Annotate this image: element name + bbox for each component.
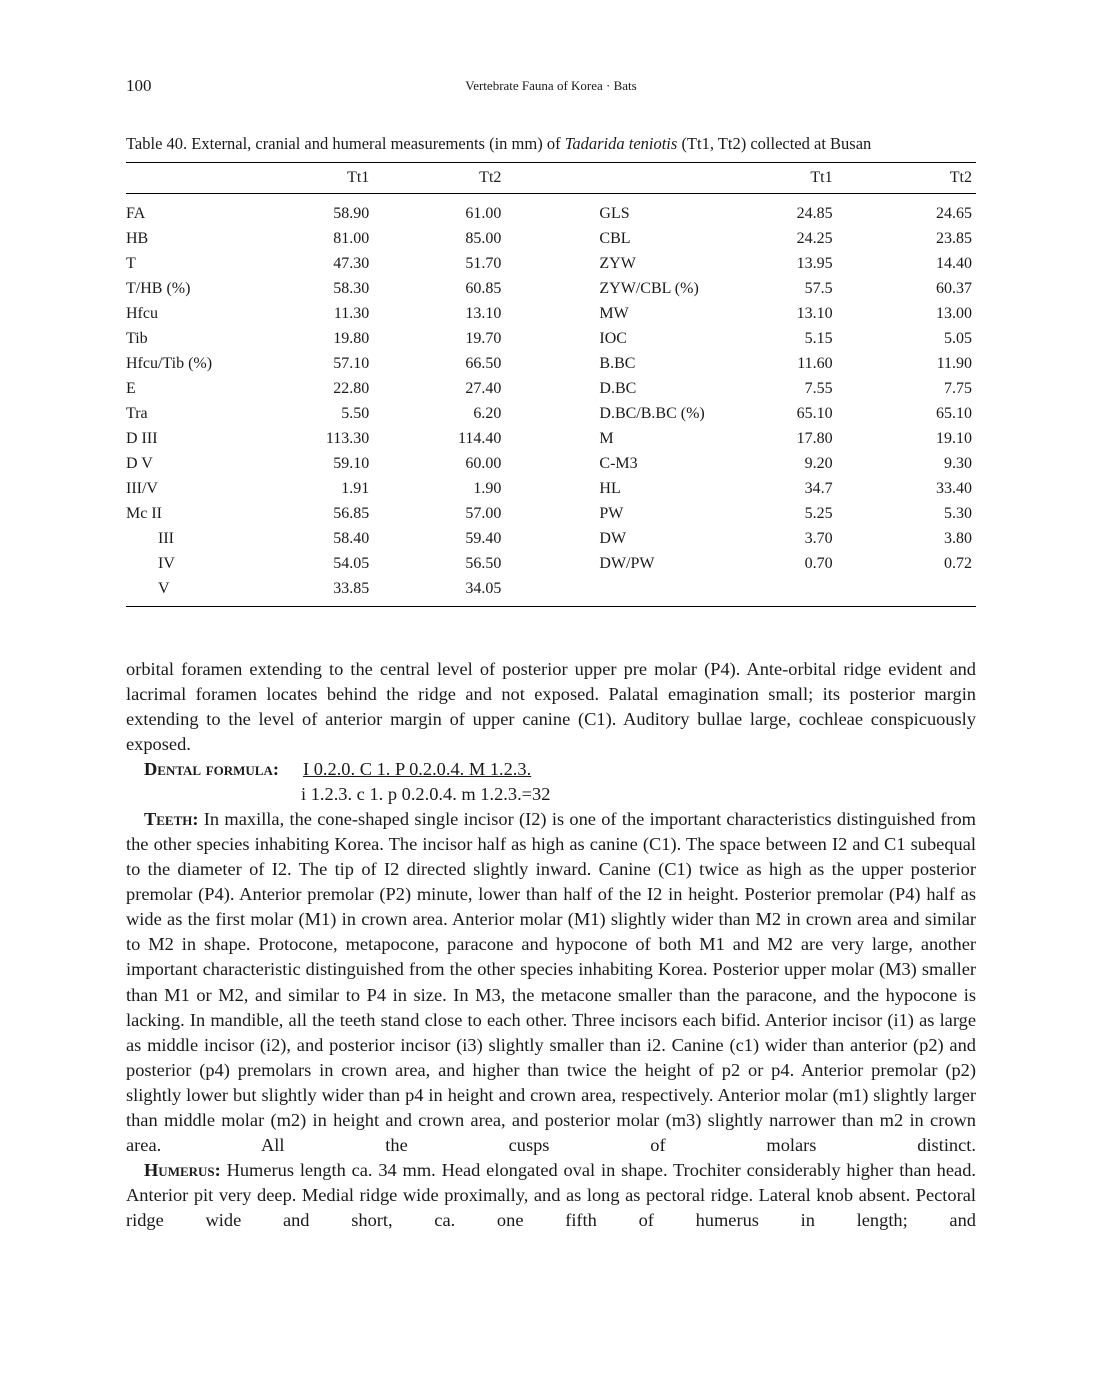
label-left: Hfcu [126, 304, 158, 322]
value-tt2-left: 85.00 [465, 229, 502, 247]
value-tt2-left: 51.70 [465, 254, 502, 272]
label-right [503, 576, 796, 607]
label-right: IOC [599, 329, 627, 347]
label-left: D V [126, 454, 153, 472]
table-header-row [126, 163, 976, 194]
table-row [126, 276, 976, 301]
value-tt2-right: 5.05 [944, 329, 972, 347]
humerus-paragraph [126, 1158, 976, 1233]
running-title: Vertebrate Fauna of Korea · Bats [465, 78, 637, 93]
header-blank-2 [503, 163, 796, 194]
value-tt2-right: 24.65 [936, 204, 972, 222]
value-tt2-left: 1.90 [473, 479, 502, 497]
value-tt2-right: 9.30 [944, 454, 972, 472]
value-tt2-right: 14.40 [936, 254, 972, 272]
value-tt1-left: 19.80 [333, 329, 370, 347]
value-tt2-left: 57.00 [465, 504, 502, 522]
value-tt1-right: 0.70 [804, 554, 833, 572]
value-tt1-right: 24.25 [796, 229, 833, 247]
table-row [126, 426, 976, 451]
value-tt1-right: 5.25 [804, 504, 833, 522]
label-right: D.BC/B.BC (%) [599, 404, 705, 422]
value-tt2-right: 0.72 [944, 554, 972, 572]
value-tt2-right [833, 576, 976, 607]
header-tt2-left: Tt2 [375, 163, 503, 194]
page-number: 100 [126, 76, 152, 95]
value-tt2-left: 59.40 [465, 529, 502, 547]
value-tt1-right: 5.15 [804, 329, 833, 347]
value-tt2-left: 114.40 [457, 429, 502, 447]
label-left: Tra [126, 404, 148, 422]
label-right: C-M3 [599, 454, 638, 472]
value-tt2-right: 7.75 [944, 379, 972, 397]
label-right: PW [599, 504, 624, 522]
value-tt1-left: 33.85 [333, 579, 370, 597]
value-tt2-left: 13.10 [465, 304, 502, 322]
table-row [126, 476, 976, 501]
humerus-heading: Humerus: [144, 1159, 221, 1180]
value-tt2-left: 6.20 [473, 404, 502, 422]
value-tt2-right: 65.10 [936, 404, 972, 422]
measurements-table [126, 162, 976, 607]
caption-species: Tadarida teniotis [564, 134, 678, 153]
value-tt1-left: 5.50 [341, 404, 370, 422]
value-tt2-right: 33.40 [936, 479, 972, 497]
value-tt2-right: 23.85 [936, 229, 972, 247]
label-left: E [126, 379, 136, 397]
label-left: T [126, 254, 136, 272]
value-tt1-left: 22.80 [333, 379, 370, 397]
value-tt2-left: 27.40 [465, 379, 502, 397]
label-left: D III [126, 429, 158, 447]
value-tt2-left: 19.70 [465, 329, 502, 347]
value-tt2-right: 5.30 [944, 504, 972, 522]
teeth-heading: Teeth: [144, 809, 199, 830]
label-right: D.BC [599, 379, 637, 397]
dental-formula [126, 757, 976, 807]
table-caption [126, 134, 976, 154]
value-tt2-left: 56.50 [465, 554, 502, 572]
value-tt2-right: 13.00 [936, 304, 972, 322]
table-row [126, 526, 976, 551]
value-tt1-left: 1.91 [341, 479, 370, 497]
label-right: MW [599, 304, 629, 322]
label-right: ZYW/CBL (%) [599, 279, 699, 297]
table-row [126, 351, 976, 376]
label-left: T/HB (%) [126, 279, 191, 297]
value-tt1-left: 11.30 [333, 304, 370, 322]
value-tt1-right: 17.80 [796, 429, 833, 447]
label-left: FA [126, 204, 146, 222]
label-right: DW [599, 529, 627, 547]
label-left: HB [126, 229, 149, 247]
label-right: HL [599, 479, 621, 497]
table-row [126, 251, 976, 276]
value-tt1-left: 81.00 [333, 229, 370, 247]
value-tt1-left: 59.10 [333, 454, 370, 472]
table-row [126, 194, 976, 227]
label-left: Mc II [126, 504, 162, 522]
caption-suffix: (Tt1, Tt2) collected at Busan [677, 134, 872, 153]
value-tt1-left: 56.85 [333, 504, 370, 522]
table-row [126, 301, 976, 326]
body-text [126, 657, 976, 1233]
value-tt2-left: 60.00 [465, 454, 502, 472]
value-tt1-left: 58.90 [333, 204, 370, 222]
value-tt1-right: 13.95 [796, 254, 833, 272]
header-tt2-right: Tt2 [833, 163, 976, 194]
table-row [126, 376, 976, 401]
label-right: DW/PW [599, 554, 655, 572]
label-right: M [599, 429, 614, 447]
header-tt1-left: Tt1 [267, 163, 375, 194]
header-tt1-right: Tt1 [797, 163, 833, 194]
label-left: III [158, 529, 174, 547]
label-left: III/V [126, 479, 158, 497]
label-right: B.BC [599, 354, 636, 372]
table-row [126, 551, 976, 576]
table-row [126, 401, 976, 426]
humerus-text: Humerus length ca. 34 mm. Head elongated oval in shape. Trochiter considerably higher than head. Anterior pit very deep. Medial ridge wide proximally, and as long as pectoral ridge. Lateral knob absent. Pectoral ridge wide and short, ca. one fifth of humerus in length; and [126, 1159, 976, 1230]
value-tt2-left: 60.85 [465, 279, 502, 297]
running-head [126, 76, 976, 98]
dental-formula-upper: I 0.2.0. C 1. P 0.2.0.4. M 1.2.3. [303, 759, 532, 780]
label-left: V [158, 579, 170, 597]
value-tt1-right [797, 576, 833, 607]
value-tt1-left: 57.10 [333, 354, 370, 372]
label-right: ZYW [599, 254, 636, 272]
value-tt2-right: 11.90 [936, 354, 972, 372]
value-tt1-right: 3.70 [804, 529, 833, 547]
caption-prefix: Table 40. External, cranial and humeral measurements (in mm) of [126, 134, 565, 153]
value-tt1-left: 54.05 [333, 554, 370, 572]
value-tt1-left: 47.30 [333, 254, 370, 272]
label-left: IV [158, 554, 175, 572]
table-row [126, 226, 976, 251]
value-tt2-left: 34.05 [465, 579, 502, 597]
teeth-text: In maxilla, the cone-shaped single incisor (I2) is one of the important characteristics distinguished from the other species inhabiting Korea. The incisor half as high as canine (C1). The space between I2 and C1 subequal to the diameter of I2. The tip of I2 directed slightly inward. Canine (C1) twice as high as the upper posterior premolar (P4). Anterior premolar (P2) minute, lower than half of the I2 in height. Posterior premolar (P4) half as wide as the first molar (M1) in crown area. Anterior molar (M1) slightly wider than M2 in crown area and similar to M2 in shape. Protocone, metapocone, paracone and hypocone of both M1 and M2 are very large, another important characteristic distinguished from the other species inhabiting Korea. Posterior upper molar (M3) smaller than M1 or M2, and similar to P4 in size. In M3, the metacone smaller than the paracone, and the hypocone is lacking. In mandible, all the teeth stand close to each other. Three incisors each bifid. Anterior incisor (i1) as large as middle incisor (i2), and posterior incisor (i3) slightly smaller than i2. Canine (c1) wider than anterior (p2) and posterior (p4) premolars in crown area, and higher than twice the height of p2 or p4. Anterior premolar (p2) slightly lower but slightly wider than p4 in height and crown area, respectively. Anterior molar (m1) slightly larger than middle molar (m2) in height and crown area, and posterior molar (m3) slightly narrower than m2 in crown area. All the cusps of molars distinct. [126, 809, 976, 1155]
label-right: CBL [599, 229, 631, 247]
label-left: Tib [126, 329, 148, 347]
value-tt1-right: 11.60 [797, 354, 833, 372]
value-tt1-right: 57.5 [804, 279, 833, 297]
dental-formula-lower: i 1.2.3. c 1. p 0.2.0.4. m 1.2.3.=32 [301, 784, 551, 805]
table-row [126, 451, 976, 476]
value-tt1-right: 65.10 [796, 404, 833, 422]
value-tt2-right: 19.10 [936, 429, 972, 447]
value-tt1-right: 34.7 [804, 479, 833, 497]
teeth-paragraph [126, 807, 976, 1158]
value-tt2-right: 60.37 [936, 279, 972, 297]
value-tt1-left: 58.30 [333, 279, 370, 297]
value-tt1-right: 13.10 [796, 304, 833, 322]
value-tt1-right: 7.55 [804, 379, 833, 397]
dental-formula-heading: Dental formula: [144, 759, 279, 780]
value-tt1-left: 58.40 [333, 529, 370, 547]
table-row [126, 501, 976, 526]
value-tt2-left: 61.00 [465, 204, 502, 222]
label-right: GLS [599, 204, 630, 222]
value-tt2-right: 3.80 [944, 529, 972, 547]
label-left: Hfcu/Tib (%) [126, 354, 213, 372]
header-blank-1 [126, 163, 267, 194]
table-row [126, 326, 976, 351]
table-row [126, 576, 976, 607]
value-tt1-right: 9.20 [804, 454, 833, 472]
value-tt2-left: 66.50 [465, 354, 502, 372]
intro-paragraph: orbital foramen extending to the central level of posterior upper pre molar (P4). Ante-orbital ridge evident and lacrimal foramen locates behind the ridge and not exposed. Palatal emagination small; its posterior margin extending to the level of anterior margin of upper canine (C1). Auditory bullae large, cochleae conspicuously exposed. [126, 659, 976, 755]
value-tt1-right: 24.85 [796, 204, 833, 222]
table-body [126, 194, 976, 607]
value-tt1-left: 113.30 [325, 429, 370, 447]
